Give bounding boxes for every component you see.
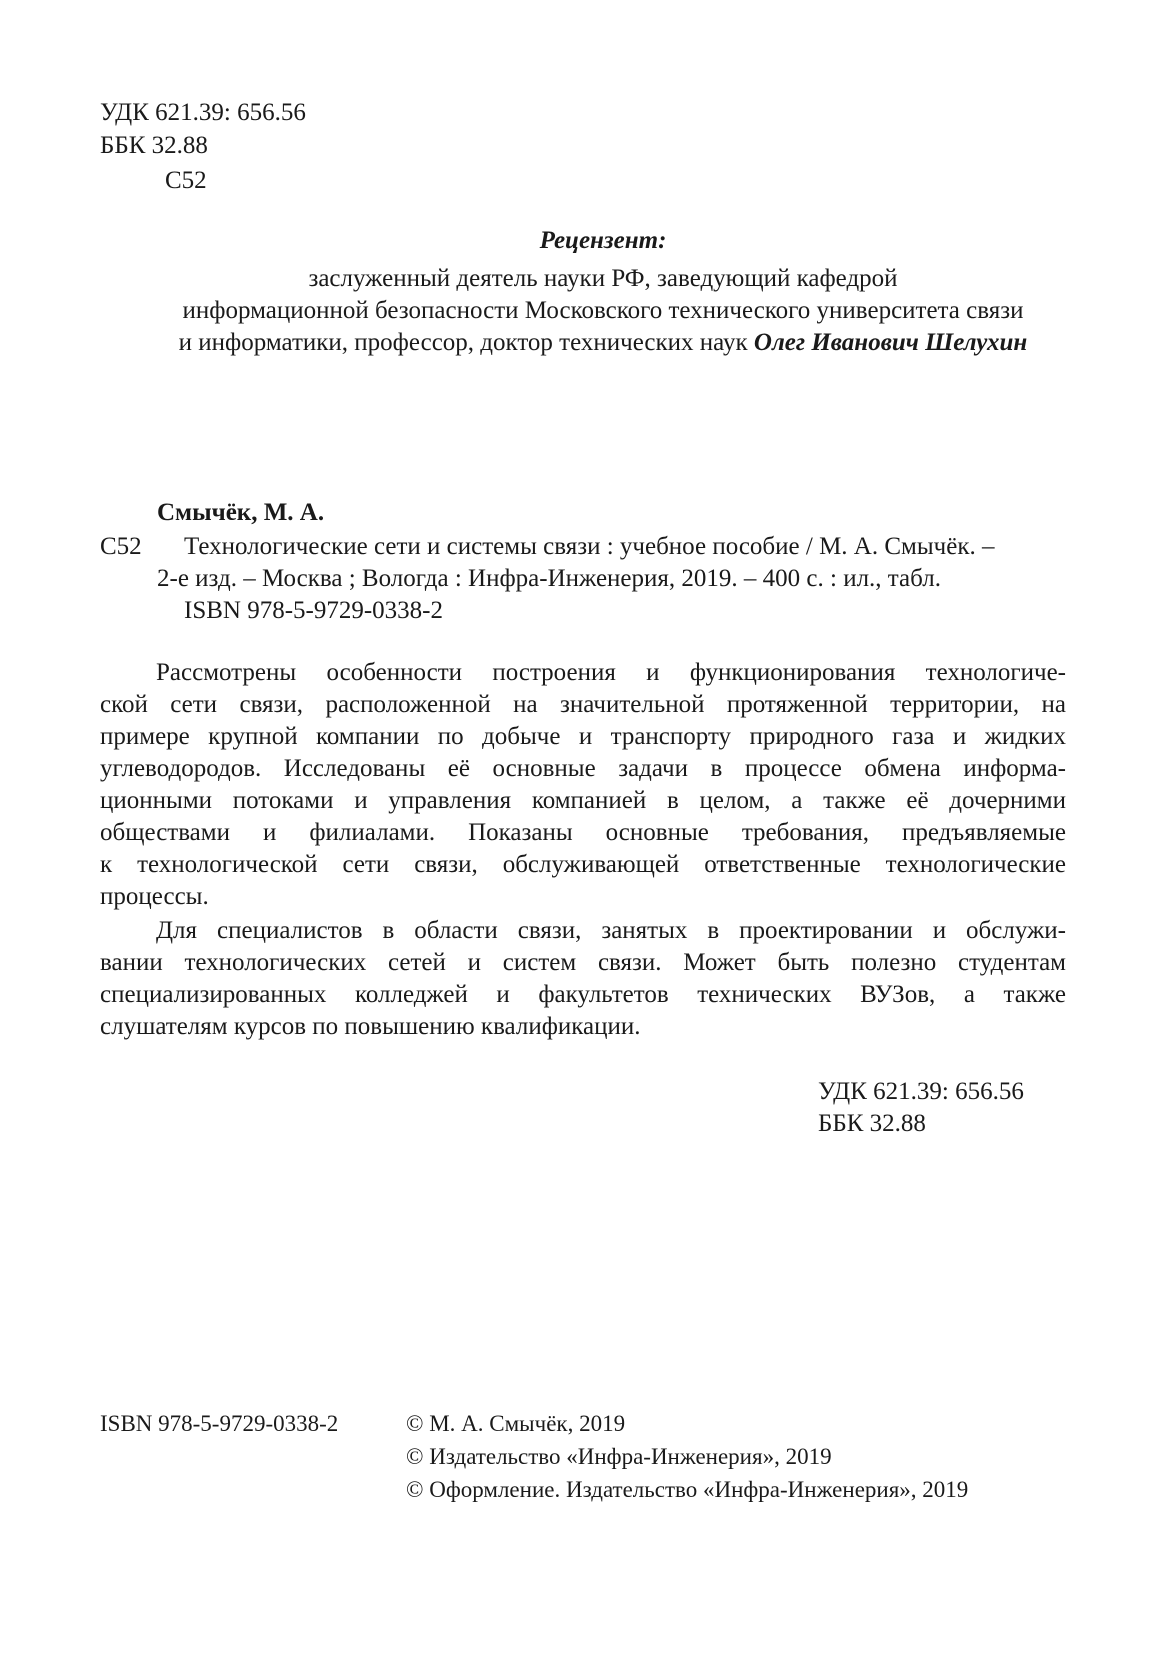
udk-code-bottom: УДК 621.39: 656.56 (818, 1078, 1024, 1105)
abstract-line: ционными потоками и управления компанией в целом, а также её дочерними (100, 787, 1066, 814)
copyright-line: © Оформление. Издательство «Инфра-Инженерия», 2019 (406, 1477, 969, 1502)
reviewer-name: Олег Иванович Шелухин (753, 329, 1028, 356)
reviewer-line-2: информационной безопасности Московского технического университета связи (182, 297, 1024, 324)
footer-isbn: ISBN 978-5-9729-0338-2 (100, 1411, 339, 1436)
reviewer-credentials: и информатики, профессор, доктор технических наук (178, 329, 754, 356)
abstract-line: процессы. (100, 883, 209, 910)
bib-author-mark: С52 (100, 533, 142, 560)
abstract-line: вании технологических сетей и систем связи. Может быть полезно студентам (100, 949, 1066, 976)
abstract-line: углеводородов. Исследованы её основные задачи в процессе обмена информа- (100, 755, 1066, 782)
bib-author: Смычёк, М. А. (157, 499, 325, 526)
abstract-line: слушателям курсов по повышению квалификации. (100, 1013, 641, 1040)
copyright-line: © М. А. Смычёк, 2019 (406, 1411, 626, 1436)
bbk-code-bottom: ББК 32.88 (818, 1110, 926, 1137)
abstract-line: ской сети связи, расположенной на значительной протяженной территории, на (100, 691, 1066, 718)
author-mark-top: С52 (165, 167, 207, 194)
abstract-line: обществами и филиалами. Показаны основные требования, предъявляемые (100, 819, 1066, 846)
reviewer-heading: Рецензент: (539, 227, 667, 254)
abstract-line: Для специалистов в области связи, занятых в проектировании и обслужи- (156, 917, 1066, 944)
bbk-code-top: ББК 32.88 (100, 132, 208, 159)
reviewer-line-3 (0, 327, 1166, 358)
bib-isbn: ISBN 978-5-9729-0338-2 (184, 597, 444, 624)
abstract-line: специализированных колледжей и факультетов технических ВУЗов, а также (100, 981, 1066, 1008)
bib-imprint-line: 2-е изд. – Москва ; Вологда : Инфра-Инженерия, 2019. – 400 с. : ил., табл. (157, 565, 941, 592)
copyright-line: © Издательство «Инфра-Инженерия», 2019 (406, 1444, 832, 1469)
udk-code-top: УДК 621.39: 656.56 (100, 99, 306, 126)
abstract-line: к технологической сети связи, обслуживающей ответственные технологические (100, 851, 1066, 878)
abstract-line: Рассмотрены особенности построения и функционирования технологиче- (156, 659, 1066, 686)
reviewer-line-1: заслуженный деятель науки РФ, заведующий кафедрой (308, 265, 898, 292)
abstract-paragraph-1 (100, 657, 1066, 913)
abstract-line: примере крупной компании по добыче и транспорту природного газа и жидких (100, 723, 1066, 750)
abstract-paragraph-2 (100, 915, 1066, 1043)
bib-title-line: Технологические сети и системы связи : учебное пособие / М. А. Смычёк. – (184, 533, 995, 560)
